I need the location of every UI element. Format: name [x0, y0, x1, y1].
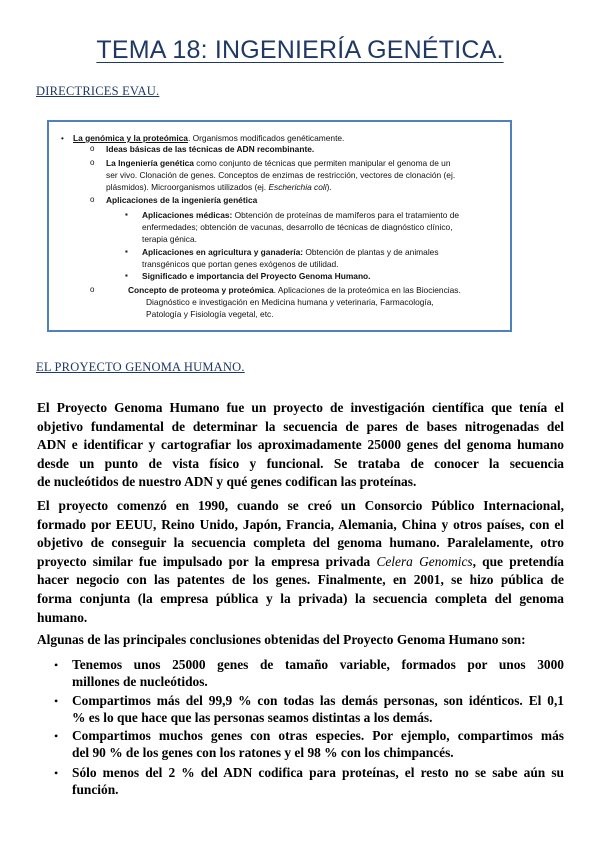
- text-line: proyecto similar fue impulsado por la empresa privada Celera Genomics, que pretendía: [37, 553, 564, 569]
- list-bullet: •: [54, 658, 59, 672]
- bullet-circle: o: [90, 285, 95, 294]
- list-item: Compartimos muchos genes con otras especies. Por ejemplo, compartimos más del 90 % de los genes con los ratones y el 98 % con los chimpancés.: [72, 728, 564, 760]
- text-line: ADN e identificar y cartografiar los aproximadamente 25000 genes del genoma humano: [37, 437, 564, 453]
- paragraph-1: [37, 399, 564, 492]
- paragraph-2: [37, 497, 564, 627]
- box-line-1: La genómica y la proteómica. Organismos modificados genéticamente.: [73, 133, 345, 143]
- box-line-3: La Ingeniería genética como conjunto de técnicas que permiten manipular el genoma de un: [106, 158, 451, 168]
- text-line: de nucleótidos de nuestro ADN y qué genes codifican las proteínas.: [37, 474, 417, 490]
- directrices-box: [47, 120, 512, 332]
- text-line: humano.: [37, 609, 88, 625]
- list-bullet: •: [54, 729, 59, 743]
- box-line-6c: transgénicos que portan genes exógenos de utilidad.: [142, 259, 339, 269]
- box-line-5d: terapia génica.: [142, 234, 197, 244]
- bullet-square: ▪: [125, 271, 128, 280]
- text-line: formado por EEUU, Reino Unido, Japón, Francia, Alemania, China y otros países, con el: [37, 516, 564, 532]
- list-item: Compartimos más del 99,9 % con todas las demás personas, son idénticos. El 0,1 % es lo que hace que las personas seamos distintas a los demás.: [72, 693, 564, 725]
- text-line: El Proyecto Genoma Humano fue un proyecto de investigación científica que tenía el: [37, 400, 564, 415]
- bullet-circle: o: [90, 195, 95, 204]
- list-bullet: •: [54, 694, 59, 708]
- bullet-square: ▪: [125, 210, 128, 219]
- bullet-disc: •: [61, 134, 64, 143]
- text-line: desde un punto de vista físico y funcional. Se trataba de conocer la secuencia: [37, 455, 564, 471]
- bullet-circle: o: [90, 158, 95, 167]
- box-line-3c: ser vivo. Clonación de genes. Conceptos de enzimas de restricción, vectores de clonación (ej.: [106, 170, 456, 180]
- page-title: TEMA 18: INGENIERÍA GENÉTICA.: [96, 36, 504, 64]
- box-line-8: Concepto de proteoma y proteómica. Aplicaciones de la proteómica en las Biociencias.: [128, 285, 461, 295]
- text-line: objetivo fundamental de determinar la secuencia de pares de bases nitrogenadas del: [37, 418, 564, 434]
- box-line-6: Aplicaciones en agricultura y ganadería: Obtención de plantas y de animales: [142, 247, 439, 257]
- list-item: Sólo menos del 2 % del ADN codifica para proteínas, el resto no se sabe aún su función.: [72, 765, 564, 797]
- box-line-8c: Diagnóstico e investigación en Medicina humana y veterinaria, Farmacología,: [146, 297, 434, 307]
- box-line-3d: plásmidos). Microorganismos utilizados (ej. Escherichia coli).: [106, 182, 332, 192]
- box-line-5: Aplicaciones médicas: Obtención de proteínas de mamíferos para el tratamiento de: [142, 210, 460, 220]
- section-heading-directrices: DIRECTRICES EVAU.: [36, 84, 160, 98]
- text-line: El proyecto comenzó en 1990, cuando se creó un Consorcio Público Internacional,: [37, 498, 564, 513]
- text-line: hacer negocio con las patentes de los genes. Finalmente, en 2001, se hizo pública de: [37, 572, 564, 588]
- paragraph-3: [37, 631, 564, 650]
- box-line-4: Aplicaciones de la ingeniería genética: [106, 195, 258, 205]
- box-line-8d: Patología y Fisiología vegetal, etc.: [146, 309, 274, 319]
- box-line-5c: enfermedades; obtención de vacunas, desarrollo de técnicas de diagnóstico clínico,: [142, 222, 453, 232]
- bullet-square: ▪: [125, 247, 128, 256]
- text-line: forma conjunta (la empresa pública y la privada) la secuencia completa del genoma: [37, 590, 564, 606]
- box-line-2: Ideas básicas de las técnicas de ADN recombinante.: [106, 144, 315, 154]
- section-heading-proyecto: EL PROYECTO GENOMA HUMANO.: [36, 360, 245, 374]
- list-bullet: •: [54, 766, 59, 780]
- box-line-7: Significado e importancia del Proyecto Genoma Humano.: [142, 271, 371, 281]
- list-item: Tenemos unos 25000 genes de tamaño variable, formados por unos 3000 millones de nucleótidos.: [72, 657, 564, 689]
- bullet-circle: o: [90, 144, 95, 153]
- text-line: objetivo de conseguir la secuencia completa del genoma humano. Paralelamente, otro: [37, 535, 564, 551]
- text-line: Algunas de las principales conclusiones obtenidas del Proyecto Genoma Humano son:: [37, 632, 526, 647]
